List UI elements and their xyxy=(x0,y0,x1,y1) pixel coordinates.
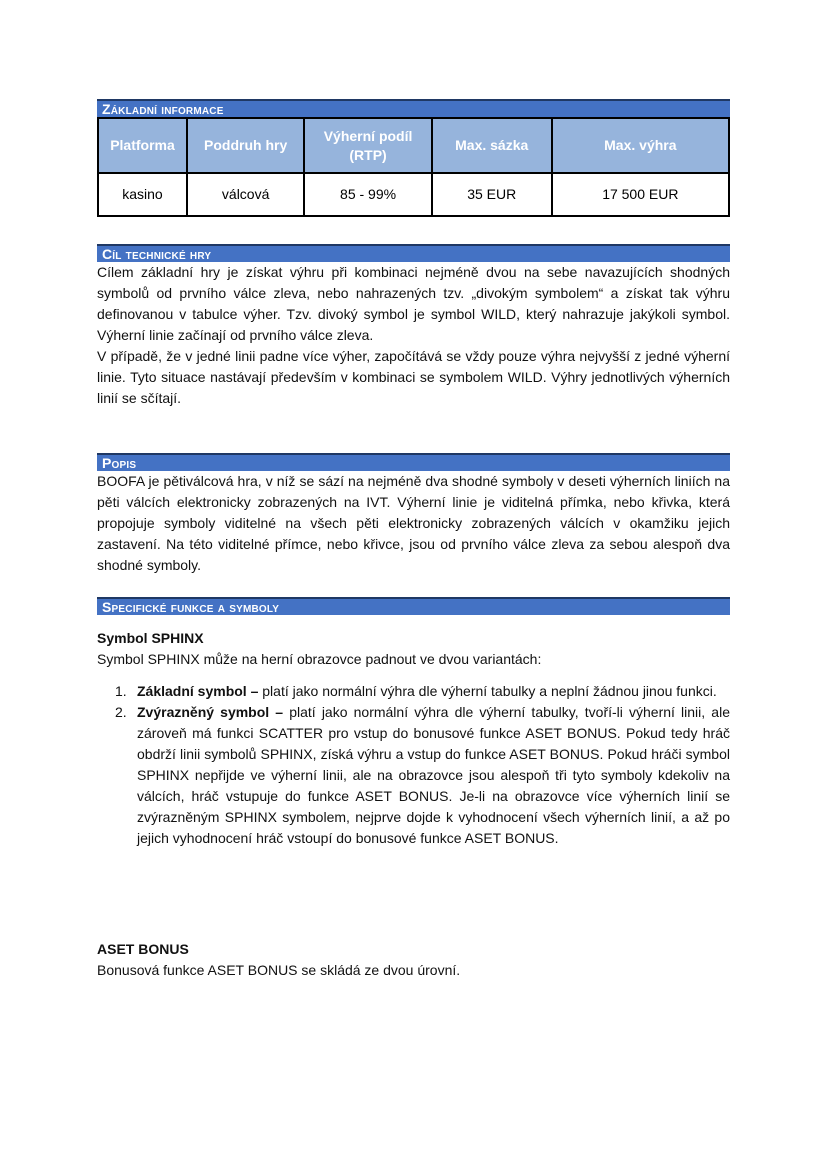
list-item-number: 2. xyxy=(115,704,127,720)
list-item-body-text: platí jako normální výhra dle výherní tabulky a neplní žádnou jinou funkci. xyxy=(258,683,717,699)
goal-paragraph-2: V případě, že v jedné linii padne více výher, započítává se vždy pouze výhra nejvyšší z jedné výherní linie. Tyto situace nastávají především v kombinaci se symbolem WILD. Výhry jednotlivých výherních linií se sčítají. xyxy=(97,348,730,406)
list-item xyxy=(97,681,730,702)
table-header-platforma: Platforma xyxy=(98,118,187,173)
section-title-goal: Cíl technické hry xyxy=(102,246,212,262)
table-cell-platforma: kasino xyxy=(98,173,187,216)
sphinx-variant-list xyxy=(97,681,730,849)
table-header-row xyxy=(98,118,729,173)
section-bar-goal xyxy=(97,244,730,262)
basic-info-table xyxy=(97,117,730,217)
table-cell-poddruh-hry: válcová xyxy=(187,173,304,216)
list-item-body-text: platí jako normální výhra dle výherní tabulky, tvoří-li výherní linii, ale zároveň má funkci SCATTER pro vstup do bonusové funkce ASET BONUS. Pokud tedy hráč obdrží linii symbolů SPHINX, získá výhru a vstup do funkce ASET BONUS. Pokud hráči symbol SPHINX nepřijde ve výherní linii, ale na obrazovce jsou alespoň tři tyto symboly kdekoliv na válcích, hráč vstupuje do funkce ASET BONUS. Je-li na obrazovce více výherních linií se zvýrazněným SPHINX symbolem, nejprve dojde k vyhodnocení všech výherních linií, a až po jejich vyhodnocení hráč vstoupí do bonusové funkce ASET BONUS. xyxy=(137,704,730,846)
table-row xyxy=(98,173,729,216)
sphinx-intro: Symbol SPHINX může na herní obrazovce padnout ve dvou variantách: xyxy=(97,651,542,667)
table-cell-rtp: 85 - 99% xyxy=(304,173,431,216)
table-cell-max-vyhra: 17 500 EUR xyxy=(552,173,729,216)
list-item-bold-lead: Základní symbol – xyxy=(137,683,259,699)
list-item xyxy=(97,702,730,849)
list-item-text xyxy=(137,702,730,849)
description-paragraph: BOOFA je pětiválcová hra, v níž se sází na nejméně dva shodné symboly v deseti výherních liniích na pěti válcích elektronicky zobrazených na IVT. Výherní linie je viditelná přímka, nebo křivka, která propojuje symboly viditelné na všech pěti elektronicky zobrazených válcích v okamžiku jejich zastavení. Na této viditelné přímce, nebo křivce, jsou od prvního válce zleva za sebou alespoň dva shodné symboly. xyxy=(97,473,730,573)
document-page xyxy=(97,99,730,981)
list-item-text xyxy=(137,681,730,702)
section-bar-description xyxy=(97,453,730,471)
table-header-rtp: Výherní podíl (RTP) xyxy=(304,118,431,173)
table-header-max-vyhra: Max. výhra xyxy=(552,118,729,173)
section-title-basic-info: Základní informace xyxy=(102,101,224,117)
goal-paragraph-1: Cílem základní hry je získat výhru při kombinaci nejméně dvou na sebe navazujících shodných symbolů od prvního válce zleva, nebo nahrazených tzv. „divokým symbolem“ a získat tak výhru definovanou v tabulce výher. Tzv. divoký symbol je symbol WILD, který nahrazuje jakýkoli symbol. Výherní linie začínají od prvního válce zleva. xyxy=(97,264,730,343)
table-header-poddruh-hry: Poddruh hry xyxy=(187,118,304,173)
table-header-max-sazka: Max. sázka xyxy=(432,118,552,173)
list-item-bold-lead: Zvýrazněný symbol – xyxy=(137,704,284,720)
aset-bonus-heading: ASET BONUS xyxy=(97,941,189,957)
section-title-functions: Specifické funkce a symboly xyxy=(102,599,280,615)
table-cell-max-sazka: 35 EUR xyxy=(432,173,552,216)
aset-bonus-paragraph: Bonusová funkce ASET BONUS se skládá ze dvou úrovní. xyxy=(97,962,461,978)
section-bar-functions xyxy=(97,597,730,615)
list-item-number: 1. xyxy=(115,683,127,699)
sphinx-heading: Symbol SPHINX xyxy=(97,630,204,646)
section-title-description: Popis xyxy=(102,455,137,471)
section-bar-basic-info xyxy=(97,99,730,117)
